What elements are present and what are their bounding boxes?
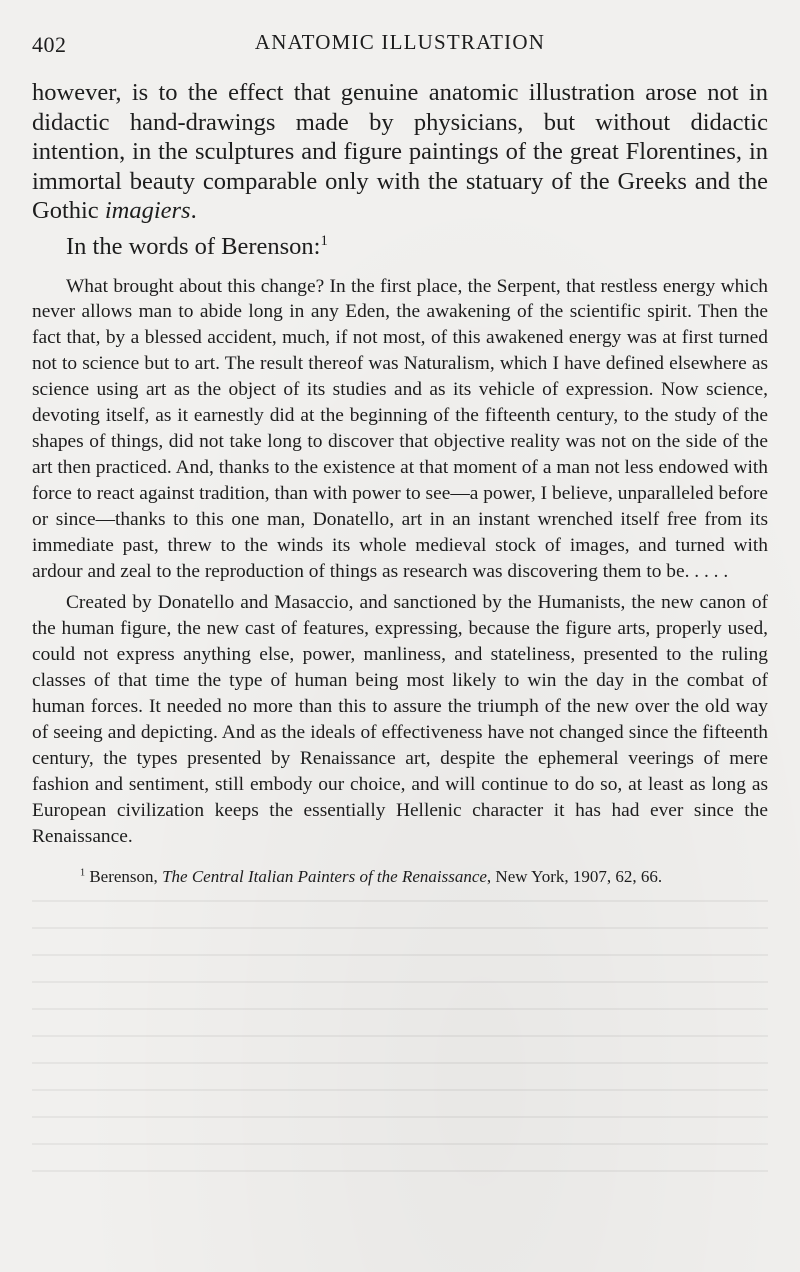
paragraph-1: [32, 78, 768, 226]
quote-paragraph-2: Created by Donatello and Masaccio, and sanctioned by the Humanists, the new canon of the human figure, the new cast of features, expressing, because the figure arts, properly used, could not express anything else, power, manliness, and stateliness, presented to the ruling classes of that time the type of human being most likely to win the day in the combat of human forces. It needed no more than this to assure the triumph of the new over the old way of seeing and depicting. And as the ideals of effectiveness have not changed since the fifteenth century, the types presented by Renaissance art, despite the ephemeral veerings of mere fashion and sentiment, still embody our choice, and will continue to do so, at least as long as European civilization keeps the essentially Hellenic character it has had ever since the Renaissance.: [32, 592, 768, 847]
footnote-author: Berenson,: [85, 866, 163, 886]
footnote-citation: , New York, 1907, 62, 66.: [486, 866, 663, 886]
paragraph-2: [32, 232, 768, 262]
paragraph-1-text: however, is to the effect that genuine anatomic illustration arose not in didactic hand-drawings made by physicians, but without didactic intention, in the sculptures and figure paintings of the great Florentines, in immortal beauty comparable only with the statuary of the Greeks and the Gothic: [32, 79, 768, 225]
block-quote: [32, 274, 768, 850]
page-number: 402: [32, 32, 67, 57]
running-title: ANATOMIC ILLUSTRATION: [254, 30, 546, 54]
footnote: [32, 866, 768, 888]
italic-term: imagiers: [104, 197, 191, 225]
quote-paragraph-1: What brought about this change? In the first place, the Serpent, that restless energy which never allows man to abide long in any Eden, the awakening of the scientific spirit. Then the fact that, by a blessed accident, much, if not most, of this awakened energy was at first turned not to science but to art. The result thereof was Naturalism, which I have defined elsewhere as science using art as the object of its studies and as its vehicle of expression. Now science, devoting itself, as it earnestly did at the beginning of the fifteenth century, to the study of the shapes of things, did not take long to discover that objective reality was not on the side of the art then practiced. And, thanks to the existence at that moment of a man not less endowed with force to react against tradition, than with power to see—a power, I believe, unparalleled before or since—thanks to this one man, Donatello, art in an instant wrenched itself free from its immediate past, threw to the winds its whole medieval stock of images, and turned with ardour and zeal to the reproduction of things as research was discovering them to be. . . . .: [32, 275, 768, 582]
footnote-mark: 1: [80, 866, 86, 878]
body-text: [32, 78, 768, 262]
footnote-book-title: The Central Italian Painters of the Renaissance: [162, 866, 487, 886]
footnote-reference: 1: [320, 232, 328, 249]
paragraph-2-text: In the words of Berenson:: [66, 232, 321, 260]
show-through-texture: [32, 900, 768, 1230]
paragraph-1-end: .: [190, 197, 197, 225]
running-head: [32, 0, 768, 70]
